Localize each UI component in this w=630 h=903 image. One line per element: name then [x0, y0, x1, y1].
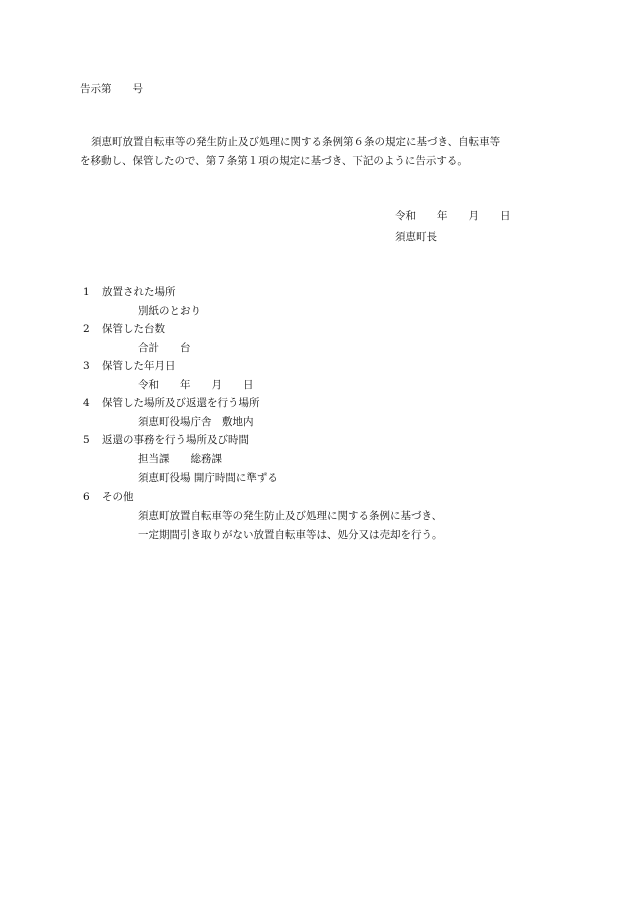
item-number: 4 — [83, 397, 90, 409]
item-title: その他 — [102, 491, 134, 503]
item-detail: 令和 年 月 日 — [138, 379, 254, 391]
item-detail: 一定期間引き取りがない放置自転車等は、処分又は売却を行う。 — [138, 529, 443, 541]
item-detail: 須恵町放置自転車等の発生防止及び処理に関する条例に基づき、 — [138, 510, 443, 522]
item-detail: 担当課 総務課 — [138, 453, 222, 465]
item-detail: 須恵町役場庁舎 敷地内 — [138, 416, 254, 428]
item-detail: 別紙のとおり — [138, 305, 201, 317]
notice-number: 告示第 号 — [80, 83, 143, 95]
item-title: 保管した台数 — [102, 323, 165, 335]
item-number: 6 — [83, 491, 90, 503]
item-number: 2 — [83, 323, 90, 335]
notice-body-line-2: を移動し、保管したので、第７条第１項の規定に基づき、下記のように告示する。 — [80, 155, 468, 167]
notice-date: 令和 年 月 日 — [395, 210, 511, 222]
item-detail: 須恵町役場 開庁時間に準ずる — [138, 472, 278, 484]
item-title: 返還の事務を行う場所及び時間 — [102, 434, 249, 446]
item-number: 5 — [83, 434, 90, 446]
item-title: 放置された場所 — [102, 286, 176, 298]
notice-issuer: 須恵町長 — [395, 231, 437, 243]
item-title: 保管した年月日 — [102, 360, 176, 372]
item-number: 3 — [83, 360, 90, 372]
notice-body-line-1: 須恵町放置自転車等の発生防止及び処理に関する条例第６条の規定に基づき、自転車等 — [91, 136, 501, 148]
item-title: 保管した場所及び返還を行う場所 — [102, 397, 260, 409]
item-number: 1 — [83, 286, 90, 298]
item-detail: 合計 台 — [138, 342, 191, 354]
